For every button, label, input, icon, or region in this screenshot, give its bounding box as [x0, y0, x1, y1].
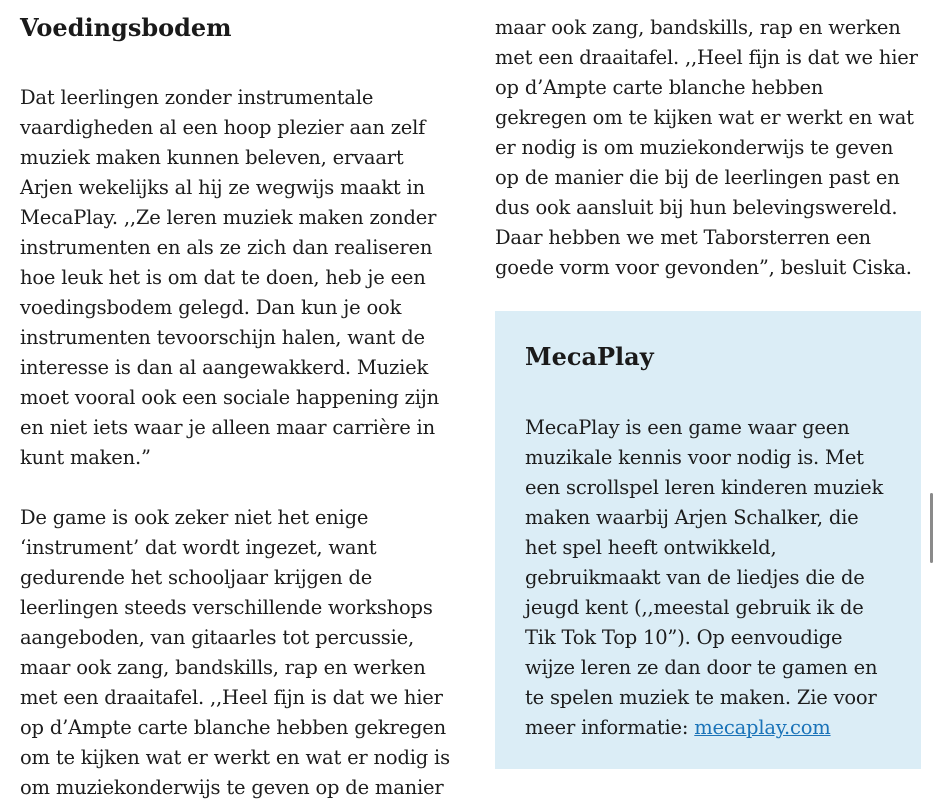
- info-box-text: MecaPlay is een game waar geen muzikale kennis voor nodig is. Met een scrollspel leren kinderen muziek maken waarbij Arjen Schalker, die het spel heeft ontwikkeld, gebruikmaakt van de liedjes die de jeugd kent (,,meestal gebruik ik de Tik Tok Top 10”). Op eenvoudige wijze leren ze dan door te gamen en te spelen muziek te maken. Zie voor meer informatie:: [525, 416, 884, 739]
- mecaplay-link[interactable]: mecaplay.com: [694, 716, 831, 739]
- article-paragraph: De game is ook zeker niet het enige ‘instrument’ dat wordt ingezet, want gedurende het schooljaar krijgen de leerlingen steeds verschillende workshops aangeboden, van gitaarles tot percussie, maar ook zang, bandskills, rap en werken met een draaitafel. ,,Heel fijn is dat we hier op d’Ampte carte blanche hebben gekregen om te kijken wat er werkt en wat er nodig is om muziekonderwijs te geven op de manier: [20, 506, 450, 799]
- left-column: [20, 0, 460, 803]
- info-box: [495, 311, 921, 769]
- scrollbar[interactable]: [930, 493, 933, 563]
- info-box-body: [525, 413, 891, 743]
- article-paragraph-continued: maar ook zang, bandskills, rap en werken met een draaitafel. ,,Heel fijn is dat we hier op d’Ampte carte blanche hebben gekregen om te kijken wat er werkt en wat er nodig is om muziekonderwijs te geven op de manier die bij de leerlingen past en dus ook aansluit bij hun belevingswereld. Daar hebben we met Taborsterren een goede vorm voor gevonden”, besluit Ciska.: [495, 16, 918, 279]
- section-heading: Voedingsbodem: [20, 13, 232, 42]
- right-column: [495, 0, 920, 283]
- info-box-title: MecaPlay: [525, 342, 654, 371]
- article-paragraph: Dat leerlingen zonder instrumentale vaardigheden al een hoop plezier aan zelf muziek maken kunnen beleven, ervaart Arjen wekelijks al hij ze wegwijs maakt in MecaPlay. ,,Ze leren muziek maken zonder instrumenten en als ze zich dan realiseren hoe leuk het is om dat te doen, heb je een voedingsbodem gelegd. Dan kun je ook instrumenten tevoorschijn halen, want de interesse is dan al aangewakkerd. Muziek moet vooral ook een sociale happening zijn en niet iets waar je alleen maar carrière in kunt maken.”: [20, 86, 439, 469]
